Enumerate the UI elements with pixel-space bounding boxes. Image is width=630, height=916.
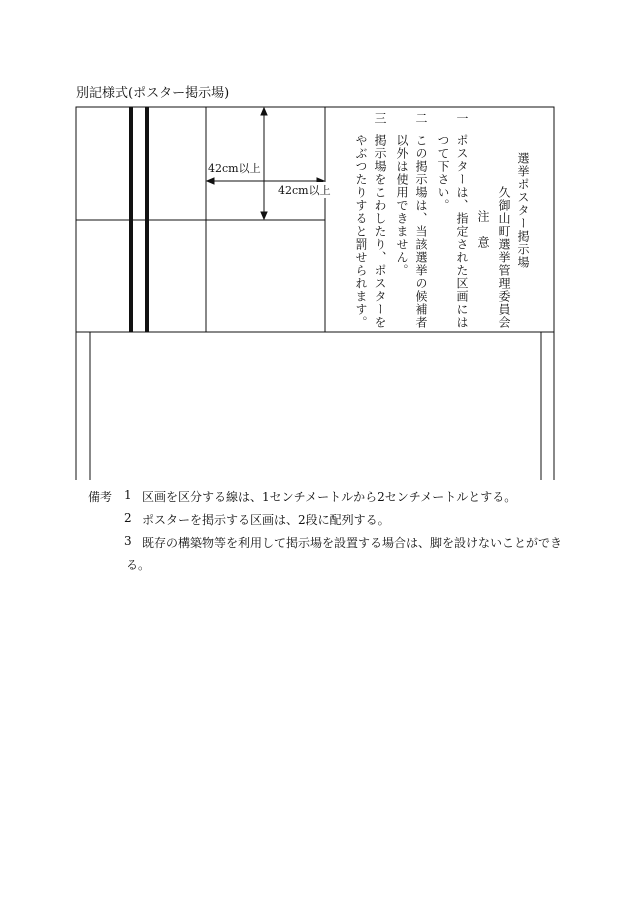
notice-item-1-number: 一 [455,112,469,125]
notice-item-1-line1: ポスターは、指定された区画には [455,134,469,329]
width-measurement-label: 42cm以上 [208,162,261,175]
remark-1-number: 1 [124,488,132,502]
notice-item-1-line2: つて下さい。 [436,134,450,212]
height-dimension-arrow [261,108,267,219]
remark-3-number: 3 [124,534,132,548]
notice-title: 選挙ポスター掲示場 [516,152,530,269]
notice-item-2-number: 二 [414,112,428,125]
remark-2-number: 2 [124,511,132,525]
remark-3-text: 既存の構築物等を利用して掲示場を設置する場合は、脚を設けないことができ [142,536,563,550]
notice-item-3-line2: やぶつたりすると罰せられます。 [354,134,368,329]
thick-separator-2 [145,107,149,332]
notice-item-3-line1: 掲示場をこわしたり、ポスターを [373,134,387,329]
thick-separator-1 [129,107,133,332]
notice-item-2-line2: 以外は使用できません。 [395,134,409,277]
notice-item-2-line1: この掲示場は、当該選挙の候補者 [414,134,428,329]
notice-item-3-number: 三 [373,112,387,125]
page-title: 別記様式(ポスター掲示場) [76,86,230,101]
notice-heading: 注 意 [476,210,490,249]
remark-3-continuation: る。 [126,558,151,572]
height-measurement-label: 42cm以上 [278,184,331,197]
remark-1-text: 区画を区分する線は、1センチメートルから2センチメートルとする。 [142,490,517,504]
remark-2-text: ポスターを掲示する区画は、2段に配列する。 [142,513,390,527]
notice-issuer: 久御山町選挙管理委員会 [497,186,511,329]
remarks-label: 備考 [88,490,113,504]
